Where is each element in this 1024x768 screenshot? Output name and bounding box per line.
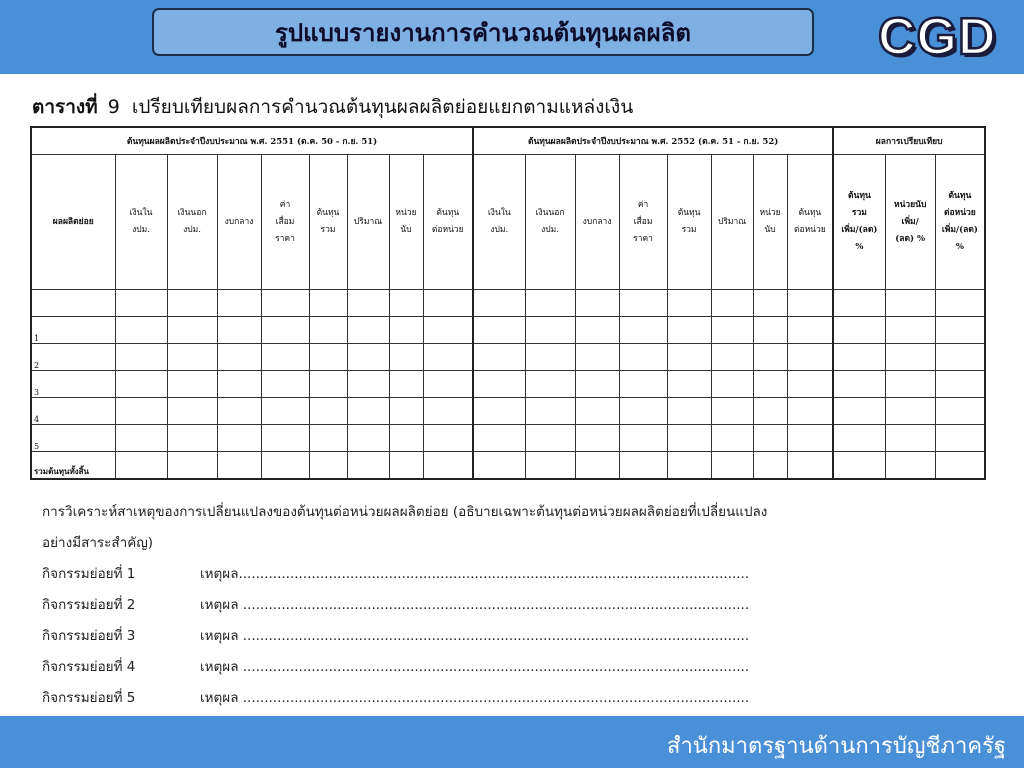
column-header-compare-0 <box>833 155 885 290</box>
table-cell <box>423 452 473 480</box>
table-cell <box>473 371 525 398</box>
table-cell <box>833 371 885 398</box>
row-label: 5 <box>31 425 115 452</box>
column-header-2551-1 <box>167 155 217 290</box>
row-label: 3 <box>31 371 115 398</box>
column-header-2552-0 <box>473 155 525 290</box>
table-cell <box>525 317 575 344</box>
row-label: รวมต้นทุนทั้งสิ้น <box>31 452 115 480</box>
column-header-2552-4 <box>667 155 711 290</box>
table-cell <box>167 398 217 425</box>
caption-number: 9 <box>107 96 120 118</box>
table-cell <box>389 290 423 317</box>
table-cell <box>217 398 261 425</box>
table-cell <box>935 371 985 398</box>
table-cell <box>667 317 711 344</box>
table-cell <box>217 317 261 344</box>
column-header-2551-7 <box>423 155 473 290</box>
table-cell <box>167 452 217 480</box>
table-cell <box>935 290 985 317</box>
table-cell <box>389 344 423 371</box>
table-cell <box>833 425 885 452</box>
table-cell <box>575 317 619 344</box>
table-cell <box>525 398 575 425</box>
column-header-line: งบกลาง <box>582 216 612 227</box>
table-cell <box>753 398 787 425</box>
column-header-line: นับ <box>400 225 412 235</box>
column-header-line: ต้นทุน <box>677 208 701 218</box>
table-cell <box>115 425 167 452</box>
row-label: 1 <box>31 317 115 344</box>
table-cell <box>711 371 753 398</box>
column-header-line: ค่า <box>279 199 291 210</box>
table-cell <box>217 344 261 371</box>
table-cell <box>389 425 423 452</box>
column-header-2552-1 <box>525 155 575 290</box>
table-cell <box>473 317 525 344</box>
column-header-line: หน่วย <box>395 208 417 218</box>
table-cell <box>167 425 217 452</box>
table-cell <box>525 344 575 371</box>
activity-label: กิจกรรมย่อยที่ 4 <box>42 659 136 675</box>
column-header-line: รวม <box>320 225 336 235</box>
table-cell <box>753 452 787 480</box>
column-header-line: ต้นทุน <box>948 191 972 201</box>
reason-line: เหตุผล ...................................................................................................................... <box>200 597 750 613</box>
table-cell <box>423 344 473 371</box>
analysis-section <box>42 497 962 714</box>
table-cell <box>787 371 833 398</box>
table-cell <box>261 290 309 317</box>
table-cell <box>935 317 985 344</box>
table-cell <box>115 290 167 317</box>
table-cell <box>309 290 347 317</box>
column-header-line: หน่วยนับ <box>893 199 927 210</box>
table-cell <box>667 290 711 317</box>
table-row <box>31 398 985 425</box>
column-header-line: ต้นทุน <box>848 191 871 201</box>
group-header-2551: ต้นทุนผลผลิตประจำปีงบประมาณ พ.ศ. 2551 (ต.ค. 50 - ก.ย. 51) <box>31 127 473 155</box>
table-cell <box>753 371 787 398</box>
column-header-2552-3 <box>619 155 667 290</box>
table-cell <box>389 452 423 480</box>
table-cell <box>753 290 787 317</box>
table-cell <box>423 425 473 452</box>
table-cell <box>347 317 389 344</box>
table-row <box>31 317 985 344</box>
column-header-line: ราคา <box>633 233 653 244</box>
table-cell <box>167 317 217 344</box>
column-header-line: เสื่อม <box>633 216 653 227</box>
page-title: รูปแบบรายงานการคำนวณต้นทุนผลผลิต <box>152 8 814 56</box>
table-cell <box>667 425 711 452</box>
cgd-logo: CGD <box>878 8 997 66</box>
analysis-items <box>42 559 962 714</box>
table-cell <box>787 290 833 317</box>
table-cell <box>167 371 217 398</box>
table-cell <box>347 452 389 480</box>
table-cell <box>711 344 753 371</box>
table-cell <box>667 398 711 425</box>
table-cell <box>667 344 711 371</box>
column-header-line: งปม. <box>541 225 559 235</box>
column-header-line: เงินนอก <box>177 208 207 218</box>
table-cell <box>619 290 667 317</box>
table-cell <box>347 398 389 425</box>
column-header-2552-6 <box>753 155 787 290</box>
table-cell <box>575 425 619 452</box>
column-header-line: ปริมาณ <box>717 216 747 227</box>
table-cell <box>619 371 667 398</box>
column-header-line: งบกลาง <box>224 216 254 227</box>
column-header-line: งปม. <box>132 225 150 235</box>
activity-label: กิจกรรมย่อยที่ 3 <box>42 628 136 644</box>
analysis-item <box>42 590 962 621</box>
analysis-item <box>42 652 962 683</box>
table-cell <box>667 452 711 480</box>
column-header-2551-5 <box>347 155 389 290</box>
table-row <box>31 371 985 398</box>
table-cell <box>575 344 619 371</box>
reason-line: เหตุผล ...................................................................................................................... <box>200 690 750 706</box>
table-cell <box>115 398 167 425</box>
table-cell <box>935 344 985 371</box>
caption-text: เปรียบเทียบผลการคำนวณต้นทุนผลผลิตย่อยแยกตามแหล่งเงิน <box>131 96 634 118</box>
table-cell <box>473 290 525 317</box>
table-cell <box>115 344 167 371</box>
table-cell <box>167 290 217 317</box>
table-cell <box>711 398 753 425</box>
table-cell <box>423 398 473 425</box>
analysis-item <box>42 683 962 714</box>
column-header-line: เงินใน <box>129 208 153 218</box>
table-cell <box>885 290 935 317</box>
table-cell <box>167 344 217 371</box>
table-cell <box>347 290 389 317</box>
column-header-output: ผลผลิตย่อย <box>31 155 115 290</box>
table-cell <box>347 344 389 371</box>
table-cell <box>787 398 833 425</box>
table-caption <box>32 92 633 122</box>
table-cell <box>753 425 787 452</box>
column-header-line: งปม. <box>490 225 509 235</box>
column-header-2552-7 <box>787 155 833 290</box>
table-cell <box>787 425 833 452</box>
table-row <box>31 290 985 317</box>
column-header-line: เพิ่ม/(ลด) <box>941 225 978 235</box>
table-cell <box>115 452 167 480</box>
analysis-intro-continued: อย่างมีสาระสำคัญ) <box>42 535 154 551</box>
column-header-line: % <box>955 242 964 252</box>
table-cell <box>575 452 619 480</box>
column-header-line: รวม <box>851 208 867 218</box>
table-cell <box>833 398 885 425</box>
table-cell <box>711 452 753 480</box>
table-cell <box>309 317 347 344</box>
table-cell <box>309 371 347 398</box>
table-cell <box>935 398 985 425</box>
table-cell <box>423 371 473 398</box>
table-cell <box>261 425 309 452</box>
column-header-compare-1 <box>885 155 935 290</box>
table-cell <box>575 398 619 425</box>
row-label: 2 <box>31 344 115 371</box>
column-header-line: (ลด) % <box>895 233 926 244</box>
table-cell <box>217 290 261 317</box>
column-header-line: เสื่อม <box>275 216 295 227</box>
column-header-line: งปม. <box>183 225 201 235</box>
table-cell <box>711 425 753 452</box>
caption-label: ตารางที่ <box>32 96 98 118</box>
column-header-line: ราคา <box>275 233 295 244</box>
table-cell <box>935 452 985 480</box>
activity-label: กิจกรรมย่อยที่ 1 <box>42 566 136 582</box>
column-header-line: ค่า <box>637 199 649 210</box>
table-cell <box>261 317 309 344</box>
group-header-compare: ผลการเปรียบเทียบ <box>833 127 985 155</box>
reason-line: เหตุผล ...................................................................................................................... <box>200 659 750 675</box>
column-header-2552-5 <box>711 155 753 290</box>
activity-label: กิจกรรมย่อยที่ 2 <box>42 597 136 613</box>
table-cell <box>885 317 935 344</box>
table-cell <box>473 398 525 425</box>
column-header-line: นับ <box>764 225 776 235</box>
column-header-2551-6 <box>389 155 423 290</box>
table-cell <box>833 290 885 317</box>
table-cell <box>389 317 423 344</box>
row-label: 4 <box>31 398 115 425</box>
table-cell <box>833 344 885 371</box>
table-cell <box>833 452 885 480</box>
table-cell <box>619 425 667 452</box>
table-body <box>31 290 985 480</box>
reason-line: เหตุผล....................................................................................................................... <box>200 566 750 582</box>
table-cell <box>423 290 473 317</box>
row-label <box>31 290 115 317</box>
table-cell <box>309 344 347 371</box>
table-cell <box>619 344 667 371</box>
column-header-2551-2 <box>217 155 261 290</box>
table-cell <box>261 371 309 398</box>
column-header-line: ต่อหน่วย <box>944 208 976 218</box>
column-header-line: ต่อหน่วย <box>793 225 826 235</box>
column-header-line: เงินนอก <box>535 208 565 218</box>
column-header-line: หน่วย <box>759 208 781 218</box>
analysis-item <box>42 621 962 652</box>
table-cell <box>525 371 575 398</box>
table-cell <box>619 398 667 425</box>
table-cell <box>753 317 787 344</box>
table-cell <box>423 317 473 344</box>
table-row <box>31 344 985 371</box>
table-cell <box>525 290 575 317</box>
table-cell <box>309 452 347 480</box>
column-header-2552-2 <box>575 155 619 290</box>
table-cell <box>667 371 711 398</box>
table-cell <box>309 398 347 425</box>
column-header-2551-3 <box>261 155 309 290</box>
column-header-line: % <box>855 242 864 252</box>
table-row <box>31 425 985 452</box>
table-cell <box>619 317 667 344</box>
column-header-2551-4 <box>309 155 347 290</box>
table-cell <box>711 317 753 344</box>
table-cell <box>217 371 261 398</box>
footer-org-name: สำนักมาตรฐานด้านการบัญชีภาครัฐ <box>667 734 1006 759</box>
table-cell <box>833 317 885 344</box>
table-cell <box>885 398 935 425</box>
table-cell <box>347 371 389 398</box>
analysis-intro: การวิเคราะห์สาเหตุของการเปลี่ยนแปลงของต้นทุนต่อหน่วยผลผลิตย่อย (อธิบายเฉพาะต้นทุนต่อหน่วยผลผลิตย่อยที่เปลี่ยนแปลง <box>42 504 768 520</box>
table-cell <box>885 452 935 480</box>
table-cell <box>753 344 787 371</box>
table-cell <box>575 371 619 398</box>
table-cell <box>787 344 833 371</box>
table-cell <box>525 425 575 452</box>
table-cell <box>261 452 309 480</box>
column-header-line: ต้นทุน <box>316 208 340 218</box>
table-cell <box>935 425 985 452</box>
table-cell <box>389 371 423 398</box>
column-header-line: ต่อหน่วย <box>431 225 464 235</box>
column-header-line: เพิ่ม/ <box>901 216 919 227</box>
table-cell <box>115 371 167 398</box>
reason-line: เหตุผล ...................................................................................................................... <box>200 628 750 644</box>
table-cell <box>347 425 389 452</box>
column-header-line: ปริมาณ <box>353 216 383 227</box>
table-cell <box>787 452 833 480</box>
table-cell <box>115 317 167 344</box>
table-cell <box>473 425 525 452</box>
table-cell <box>885 344 935 371</box>
column-header-line: ต้นทุน <box>436 208 460 218</box>
column-header-2551-0 <box>115 155 167 290</box>
column-header-line: เงินใน <box>487 208 511 218</box>
table-cell <box>473 452 525 480</box>
column-header-line: รวม <box>681 225 697 235</box>
table-cell <box>885 425 935 452</box>
table-cell <box>787 317 833 344</box>
column-header-row <box>31 155 985 290</box>
table-cell <box>575 290 619 317</box>
table-cell <box>389 398 423 425</box>
table-total-row <box>31 452 985 480</box>
table-cell <box>619 452 667 480</box>
analysis-item <box>42 559 962 590</box>
table-cell <box>525 452 575 480</box>
table-cell <box>217 425 261 452</box>
table-cell <box>885 371 935 398</box>
table-cell <box>217 452 261 480</box>
cost-comparison-table <box>30 126 986 480</box>
activity-label: กิจกรรมย่อยที่ 5 <box>42 690 136 706</box>
table-cell <box>711 290 753 317</box>
column-header-compare-2 <box>935 155 985 290</box>
group-header-2552: ต้นทุนผลผลิตประจำปีงบประมาณ พ.ศ. 2552 (ต.ค. 51 - ก.ย. 52) <box>473 127 833 155</box>
table-cell <box>309 425 347 452</box>
column-header-line: ต้นทุน <box>798 208 822 218</box>
table-cell <box>473 344 525 371</box>
table-cell <box>261 398 309 425</box>
table-cell <box>261 344 309 371</box>
column-header-line: เพิ่ม/(ลด) <box>841 225 878 235</box>
